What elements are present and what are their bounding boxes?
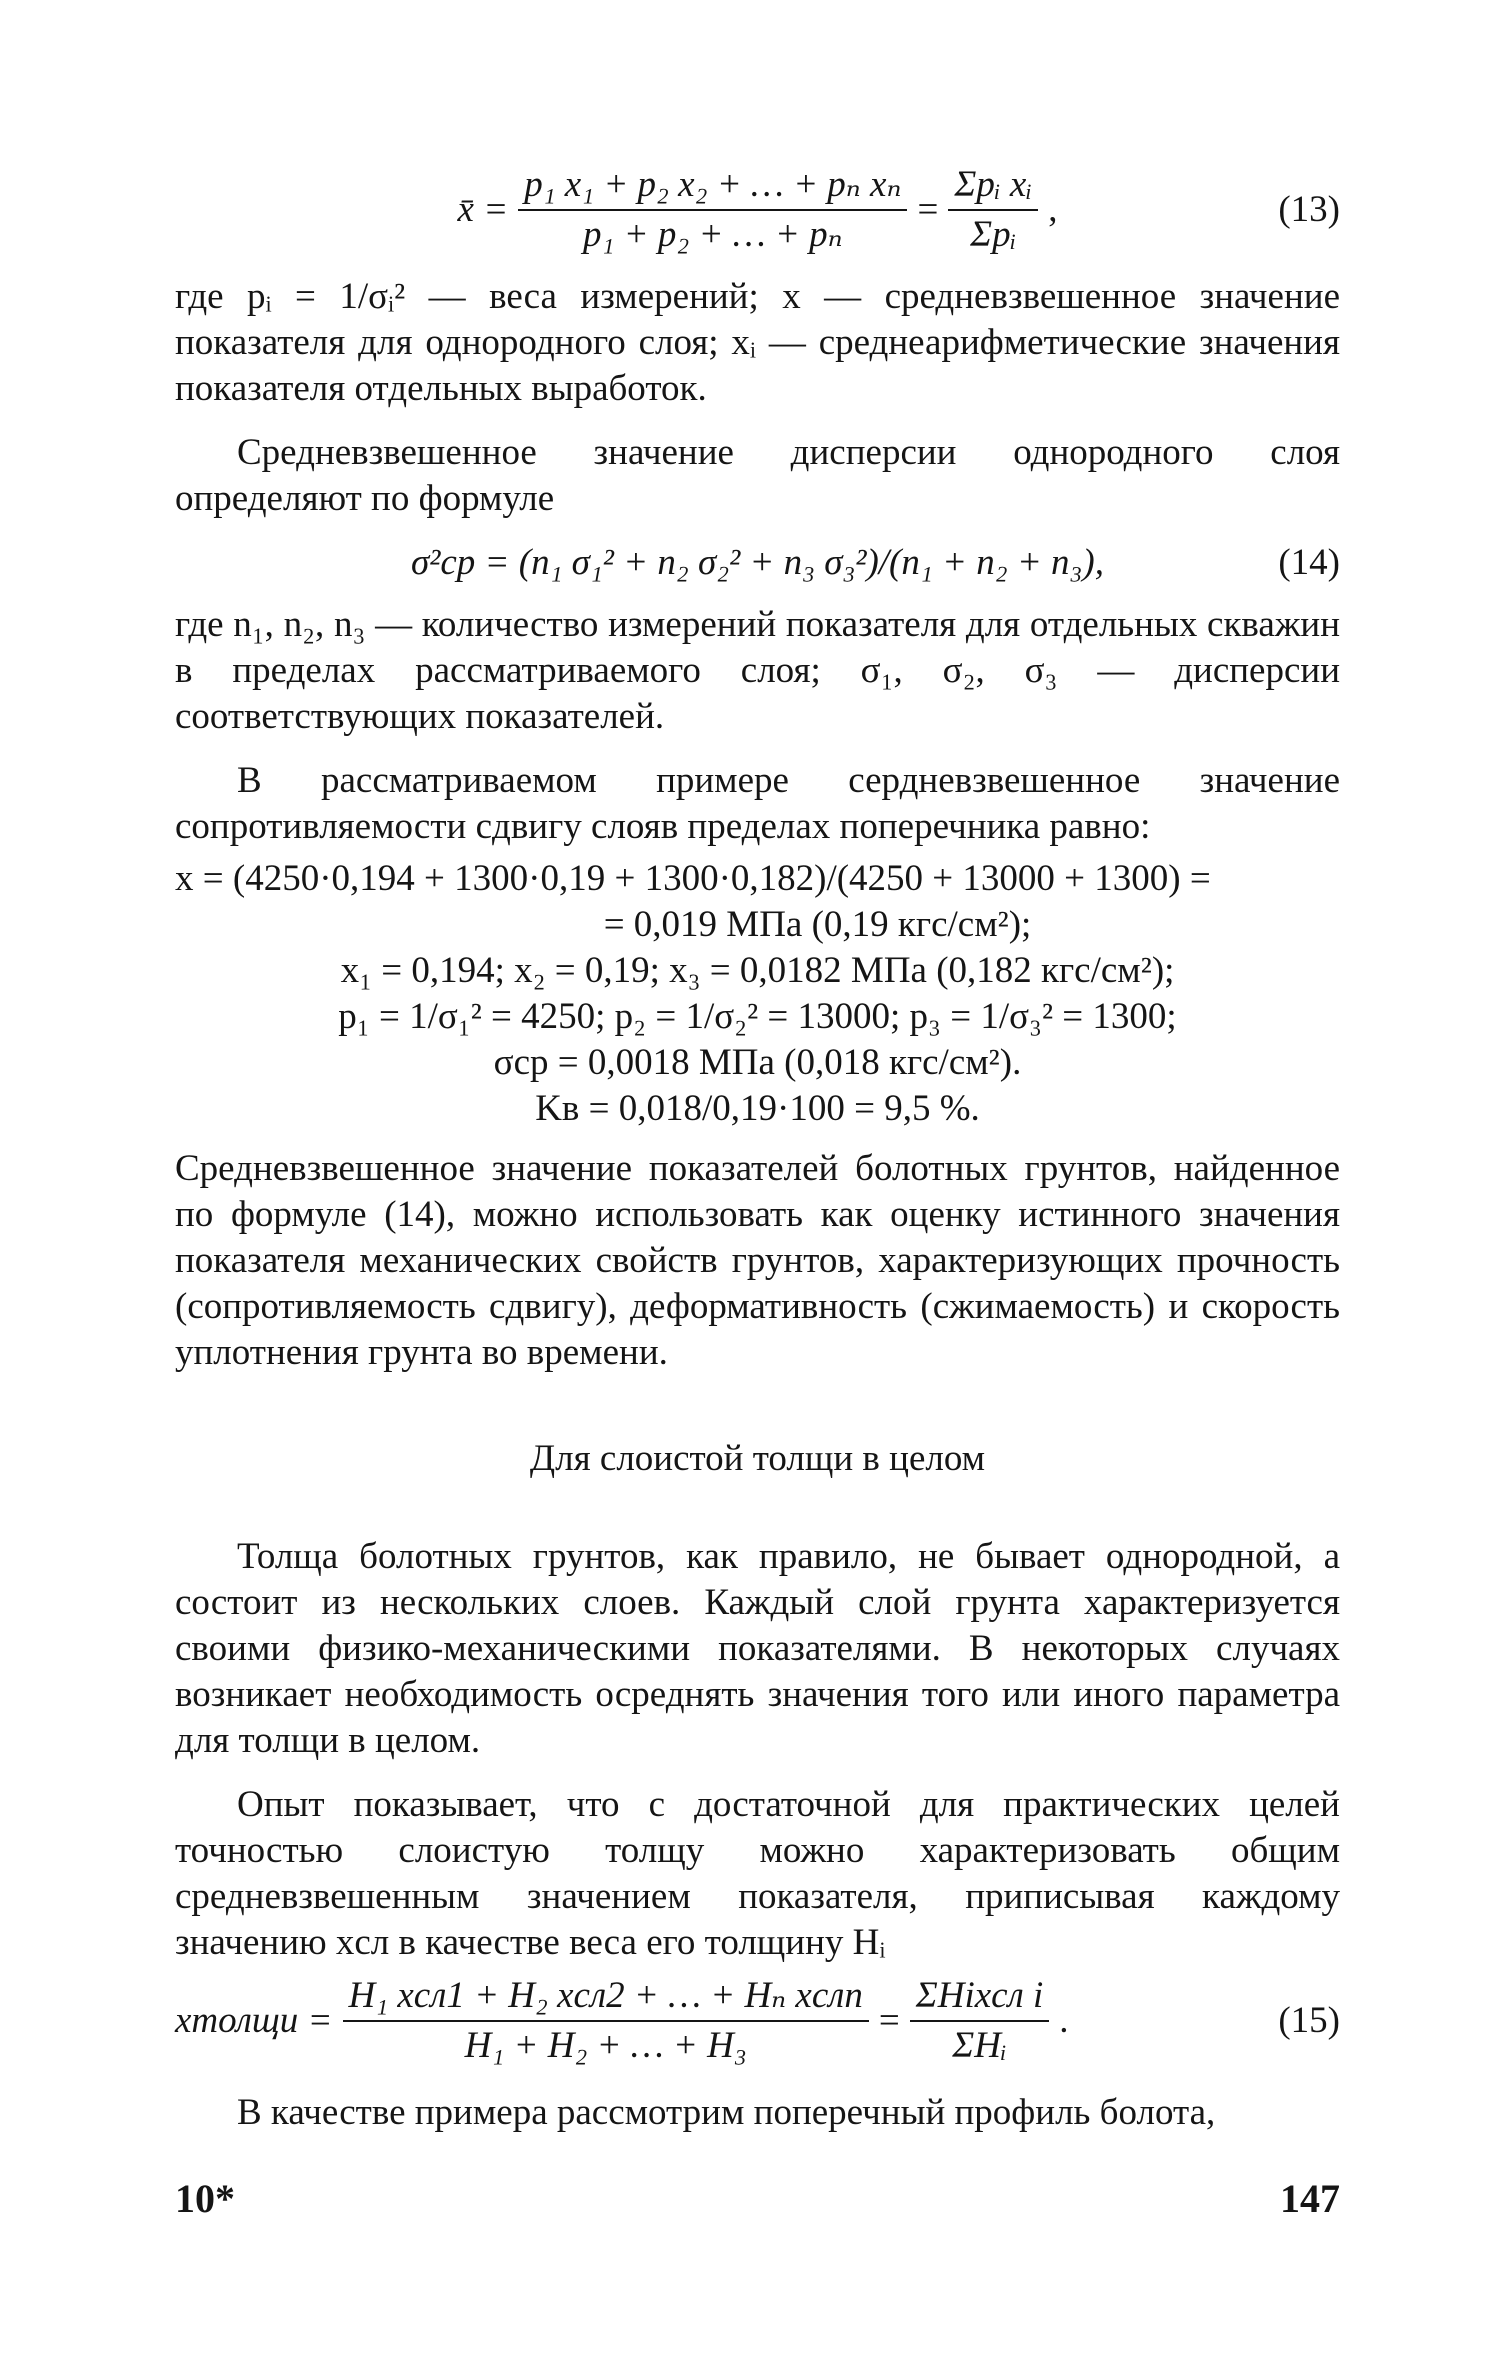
formula-14-expression: σ²ср = (n₁ σ₁² + n₂ σ₂² + n₃ σ₃²)/(n₁ + n₂ + n₃), — [411, 542, 1104, 583]
formula-14 — [175, 528, 1340, 598]
formula-15-fraction-1 — [343, 1974, 869, 2068]
formula-13-equals: = — [917, 189, 939, 230]
formula-13-fraction-2 — [948, 163, 1038, 257]
equation-number-13: (13) — [1278, 189, 1340, 230]
formula-13-denominator-1: p₁ + p₂ + … + pₙ — [583, 214, 843, 255]
section-heading: Для слоистой толщи в целом — [529, 1438, 986, 1479]
calc-line-3: x₁ = 0,194; x₂ = 0,19; x₃ = 0,0182 МПа (0,182 кгс/см²); — [340, 950, 1175, 991]
equation-number-15: (15) — [1278, 2000, 1340, 2041]
paragraph-example-intro: В рассматриваемом примере сердневзвешенное значение сопротивляемости сдвигу слояв пределах поперечника равно: — [175, 760, 1340, 847]
formula-13-fraction-1 — [518, 163, 907, 257]
formula-15-numerator-2: ΣHixсл i — [910, 1974, 1050, 2022]
paragraph-variance-intro: Средневзвешенное значение дисперсии однородного слоя определяют по формуле — [175, 432, 1340, 519]
calc-line-6: Kв = 0,018/0,19·100 = 9,5 %. — [535, 1088, 980, 1129]
page-footer — [175, 2175, 1340, 2222]
formula-15-denominator-2: ΣHᵢ — [952, 2025, 1007, 2066]
calc-line-5: σср = 0,0018 МПа (0,018 кгс/см²). — [493, 1042, 1022, 1083]
formula-13 — [175, 160, 1340, 260]
paragraph-layered-stratum: Толща болотных грунтов, как правило, не бывает однородной, а состоит из нескольких слоев. Каждый слой грунта характеризуется своими физико-механическими показателями. В некоторых случаях возникает необходимость осреднять значения того или иного параметра для толщи в целом. — [175, 1536, 1340, 1761]
signature-mark: 10* — [175, 2176, 235, 2221]
calc-line-4: p₁ = 1/σ₁² = 4250; p₂ = 1/σ₂² = 13000; p₃ = 1/σ₃² = 1300; — [338, 996, 1177, 1037]
formula-15-lhs: xтолщи = — [175, 2000, 333, 2041]
formula-15-equals: = — [878, 2000, 900, 2041]
formula-15 — [175, 1966, 1340, 2076]
paragraph-weights-definition: где pᵢ = 1/σᵢ² — веса измерений; x — средневзвешенное значение показателя для однородного слоя; xᵢ — среднеарифметические значения показателя отдельных выработок. — [175, 276, 1340, 409]
paragraph-variance-definition: где n₁, n₂, n₃ — количество измерений показателя для отдельных скважин в пределах рассматриваемого слоя; σ₁, σ₂, σ₃ — дисперсии соответствующих показателей. — [175, 604, 1340, 737]
paragraph-experience: Опыт показывает, что с достаточной для практических целей точностью слоистую толщу можно характеризовать общим средневзвешенным значением показателя, приписывая каждому значению xсл в качестве веса его толщину Hᵢ — [175, 1784, 1340, 1963]
formula-15-fraction-2 — [910, 1974, 1050, 2068]
formula-13-punct: , — [1048, 189, 1058, 230]
paragraph-weighted-mean-usage: Средневзвешенное значение показателей болотных грунтов, найденное по формуле (14), можно использовать как оценку истинного значения показателя механических свойств грунтов, характеризующих прочность (сопротивляемость сдвигу), деформативность (сжимаемость) и скорость уплотнения грунта во времени. — [175, 1148, 1340, 1373]
page-body — [175, 160, 1340, 2136]
calc-line-2: = 0,019 МПа (0,19 кгс/см²); — [603, 904, 1032, 945]
page-number: 147 — [1280, 2176, 1340, 2221]
paragraph-example-profile: В качестве примера рассмотрим поперечный профиль болота, — [237, 2092, 1216, 2133]
formula-13-numerator-2: Σpᵢ xᵢ — [948, 163, 1038, 211]
calc-line-1: x = (4250·0,194 + 1300·0,19 + 1300·0,182)/(4250 + 13000 + 1300) = — [175, 858, 1211, 899]
formula-15-denominator-1: H₁ + H₂ + … + H₃ — [464, 2025, 747, 2066]
equation-number-14: (14) — [1278, 542, 1340, 583]
formula-15-numerator-1: H₁ xсл1 + H₂ xсл2 + … + Hₙ xслn — [343, 1974, 869, 2022]
formula-15-punct: . — [1059, 2000, 1069, 2041]
formula-13-denominator-2: Σpᵢ — [970, 214, 1017, 255]
formula-13-lhs: x̄ = — [457, 189, 509, 230]
formula-13-numerator-1: p₁ x₁ + p₂ x₂ + … + pₙ xₙ — [518, 163, 907, 211]
calculation-block — [175, 856, 1340, 1132]
